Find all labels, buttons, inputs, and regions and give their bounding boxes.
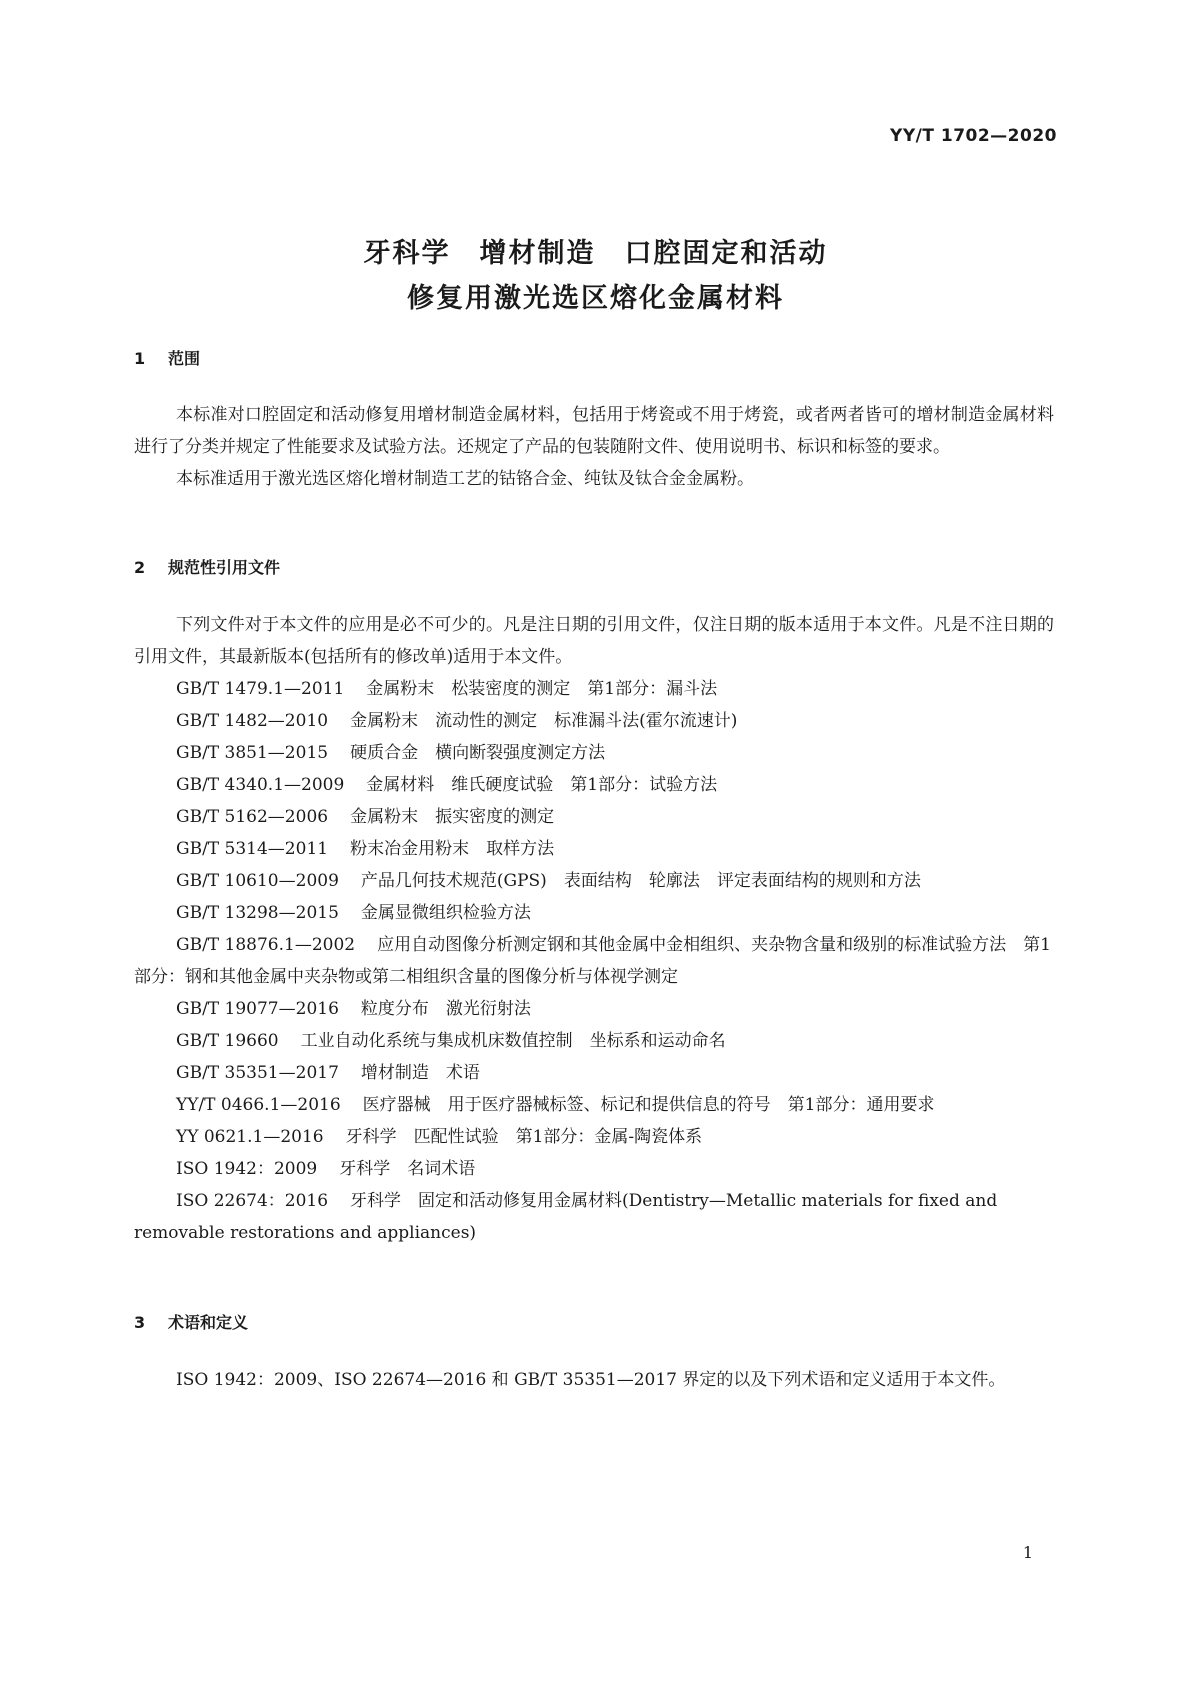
- section-title: 范围: [168, 349, 201, 368]
- section-number: 1: [134, 349, 146, 368]
- reference-code: GB/T 13298—2015: [176, 903, 339, 923]
- document-title-line1: 牙科学 增材制造 口腔固定和活动: [363, 238, 828, 269]
- reference-item: [134, 1153, 1054, 1185]
- reference-title: 硬质合金 横向断裂强度测定方法: [350, 743, 606, 763]
- reference-title: 金属粉末 流动性的测定 标准漏斗法(霍尔流速计): [350, 711, 738, 731]
- reference-code: GB/T 5162—2006: [176, 807, 329, 827]
- reference-item: [134, 705, 1054, 737]
- reference-item: [134, 737, 1054, 769]
- reference-item: [134, 833, 1054, 865]
- reference-title: 产品几何技术规范(GPS) 表面结构 轮廓法 评定表面结构的规则和方法: [360, 871, 921, 891]
- reference-item: [134, 897, 1054, 929]
- reference-title: 金属显微组织检验方法: [360, 903, 531, 923]
- paragraph: 本标准对口腔固定和活动修复用增材制造金属材料，包括用于烤瓷或不用于烤瓷，或者两者皆可的增材制造金属材料进行了分类并规定了性能要求及试验方法。还规定了产品的包装随附文件、使用说明书、标识和标签的要求。: [134, 405, 1054, 457]
- paragraph: 本标准适用于激光选区熔化增材制造工艺的钴铬合金、纯钛及钛合金金属粉。: [176, 469, 754, 489]
- reference-title: 粉末冶金用粉末 取样方法: [350, 839, 555, 859]
- reference-code: GB/T 10610—2009: [176, 871, 339, 891]
- reference-code: GB/T 5314—2011: [176, 839, 329, 859]
- page-number: 1: [1022, 1543, 1033, 1562]
- section-title: 规范性引用文件: [168, 558, 281, 577]
- reference-code: GB/T 19077—2016: [176, 999, 339, 1019]
- document-title-line2: 修复用激光选区熔化金属材料: [407, 283, 784, 314]
- section-number: 2: [134, 558, 146, 577]
- section-3-body: [134, 1364, 1054, 1396]
- section-2-heading: [134, 555, 280, 578]
- reference-item: [134, 1089, 1054, 1121]
- reference-code: GB/T 35351—2017: [176, 1063, 339, 1083]
- reference-title: 金属材料 维氏硬度试验 第1部分：试验方法: [366, 775, 718, 795]
- paragraph: 下列文件对于本文件的应用是必不可少的。凡是注日期的引用文件，仅注日期的版本适用于本文件。凡是不注日期的引用文件，其最新版本(包括所有的修改单)适用于本文件。: [134, 615, 1054, 667]
- reference-title: 工业自动化系统与集成机床数值控制 坐标系和运动命名: [300, 1031, 726, 1051]
- reference-code: GB/T 4340.1—2009: [176, 775, 345, 795]
- section-1-body: [134, 399, 1054, 495]
- reference-title: 牙科学 固定和活动修复用金属材料(Dentistry—Metallic materials for fixed and removable restorations and appliances): [134, 1191, 998, 1243]
- section-number: 3: [134, 1313, 146, 1332]
- reference-item: [134, 1185, 1054, 1249]
- reference-title: 金属粉末 松装密度的测定 第1部分：漏斗法: [366, 679, 718, 699]
- reference-item: [134, 673, 1054, 705]
- reference-list: [134, 673, 1054, 1249]
- reference-title: 增材制造 术语: [360, 1063, 480, 1083]
- reference-item: [134, 865, 1054, 897]
- section-3-heading: [134, 1310, 248, 1333]
- reference-title: 牙科学 匹配性试验 第1部分：金属-陶瓷体系: [345, 1127, 703, 1147]
- standard-code: YY/T 1702—2020: [890, 126, 1057, 146]
- reference-item: [134, 1057, 1054, 1089]
- paragraph: ISO 1942：2009、ISO 22674—2016 和 GB/T 35351—2017 界定的以及下列术语和定义适用于本文件。: [176, 1370, 1006, 1390]
- reference-code: YY 0621.1—2016: [176, 1127, 324, 1147]
- reference-item: [134, 1025, 1054, 1057]
- reference-item: [134, 769, 1054, 801]
- reference-code: GB/T 19660: [176, 1031, 279, 1051]
- reference-title: 牙科学 名词术语: [339, 1159, 476, 1179]
- reference-title: 金属粉末 振实密度的测定: [350, 807, 555, 827]
- reference-item: [134, 801, 1054, 833]
- section-2-body: [134, 609, 1054, 1249]
- section-1-heading: [134, 346, 200, 369]
- reference-code: ISO 1942：2009: [176, 1159, 318, 1179]
- reference-code: YY/T 0466.1—2016: [176, 1095, 341, 1115]
- reference-code: GB/T 1479.1—2011: [176, 679, 345, 699]
- reference-item: [134, 929, 1054, 993]
- reference-title: 粒度分布 激光衍射法: [360, 999, 531, 1019]
- reference-code: ISO 22674：2016: [176, 1191, 329, 1211]
- reference-code: GB/T 3851—2015: [176, 743, 329, 763]
- reference-item: [134, 1121, 1054, 1153]
- reference-title: 医疗器械 用于医疗器械标签、标记和提供信息的符号 第1部分：通用要求: [362, 1095, 935, 1115]
- reference-title: 应用自动图像分析测定钢和其他金属中金相组织、夹杂物含量和级别的标准试验方法 第1部分：钢和其他金属中夹杂物或第二相组织含量的图像分析与体视学测定: [134, 935, 1051, 987]
- reference-item: [134, 993, 1054, 1025]
- reference-code: GB/T 18876.1—2002: [176, 935, 356, 955]
- section-title: 术语和定义: [168, 1313, 249, 1332]
- reference-code: GB/T 1482—2010: [176, 711, 329, 731]
